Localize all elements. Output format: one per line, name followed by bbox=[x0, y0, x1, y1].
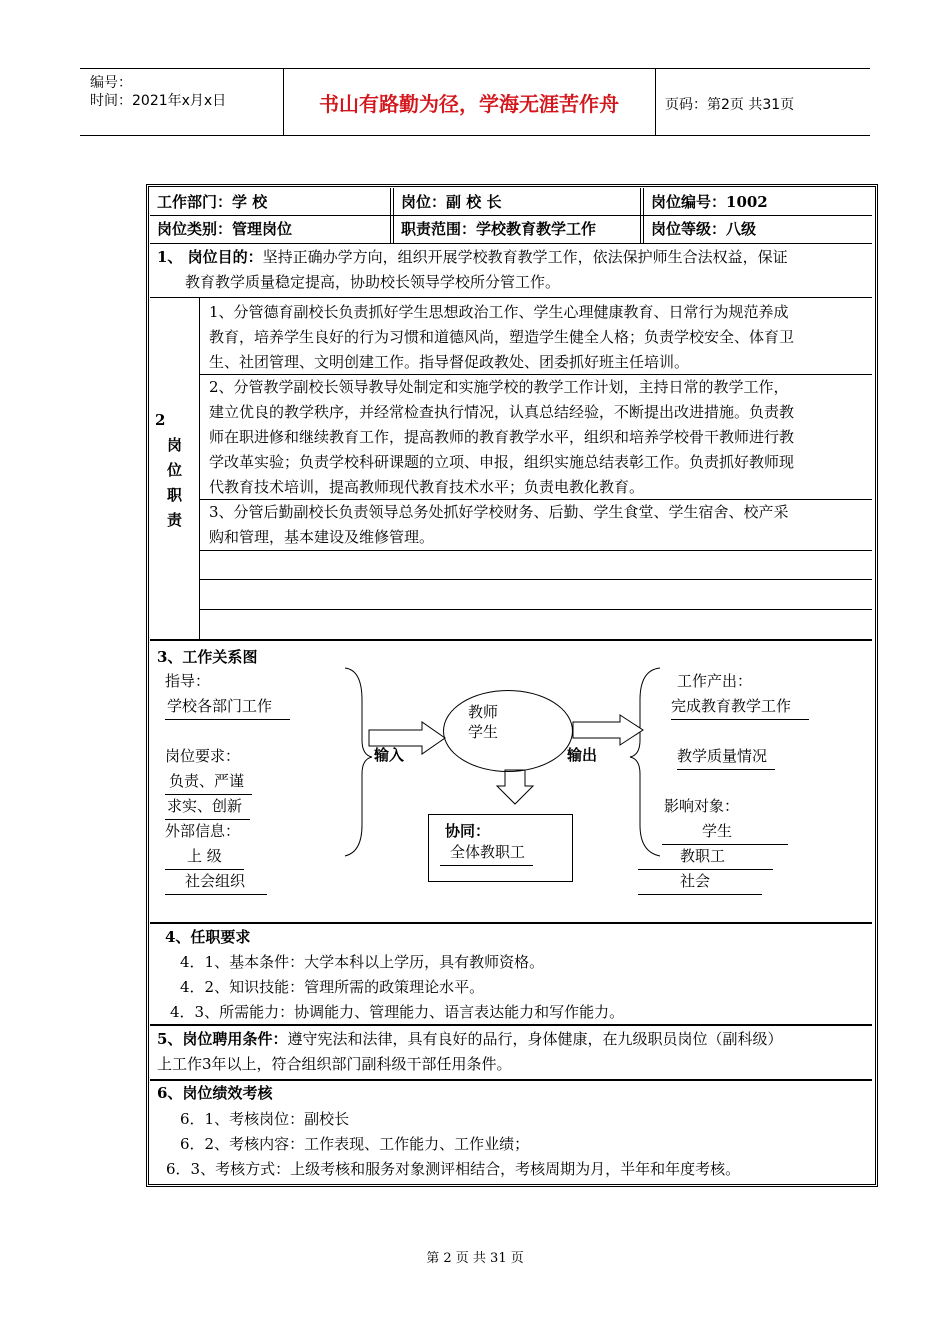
left-brace bbox=[345, 668, 372, 856]
empty-row-divider bbox=[200, 550, 872, 551]
center-ellipse bbox=[443, 690, 573, 772]
duty-2-line: 学改革实验；负责学校科研课题的立项、申报，组织实施总结表彰工作。负责抓好教师现 bbox=[209, 453, 795, 471]
header-motto: 书山有路勤为径，学海无涯苦作舟 bbox=[319, 91, 619, 116]
guide-value: 学校各部门工作 bbox=[165, 694, 290, 720]
hiring-text-2: 上工作3年以上，符合组织部门副科级干部任用条件。 bbox=[157, 1055, 512, 1073]
row-divider bbox=[150, 243, 872, 244]
output-product-value: 完成教育教学工作 bbox=[671, 694, 809, 720]
requirement-item: 4．2、知识技能：管理所需的政策理论水平。 bbox=[180, 978, 485, 996]
responsibility-scope: 职责范围：学校教育教学工作 bbox=[401, 220, 597, 238]
purpose-label: 1、 岗位目的： bbox=[157, 248, 263, 266]
assessment-title: 6、岗位绩效考核 bbox=[157, 1084, 273, 1102]
requirements-title: 4、任职要求 bbox=[165, 928, 251, 946]
duty-3-line: 购和管理，基本建设及维修管理。 bbox=[209, 528, 435, 546]
relations-title: 3、工作关系图 bbox=[157, 648, 258, 666]
empty-row-divider bbox=[200, 579, 872, 580]
output-label: 输出 bbox=[567, 746, 598, 764]
page-counter: 页码：第2页 共31页 bbox=[665, 97, 795, 113]
requirement-value: 求实、创新 bbox=[165, 794, 250, 820]
output-products-label: 工作产出： bbox=[677, 672, 753, 690]
section-divider bbox=[150, 922, 872, 924]
external-info-label: 外部信息： bbox=[165, 822, 241, 840]
page-footer: 第 2 页 共 31 页 bbox=[426, 1251, 524, 1266]
work-department: 工作部门：学 校 bbox=[157, 193, 268, 211]
duties-label-char: 责 bbox=[167, 511, 183, 529]
duties-label-char: 职 bbox=[167, 486, 183, 504]
position-category: 岗位类别：管理岗位 bbox=[157, 220, 293, 238]
position-code: 岗位编号：1002 bbox=[651, 193, 768, 211]
cooperation-value: 全体教职工 bbox=[440, 840, 533, 866]
requirement-item: 4．3、所需能力：协调能力、管理能力、语言表达能力和写作能力。 bbox=[170, 1003, 625, 1021]
duties-label-number: 2 bbox=[155, 411, 166, 429]
guide-label: 指导： bbox=[165, 672, 211, 690]
requirement-label: 岗位要求： bbox=[165, 747, 241, 765]
center-label: 学生 bbox=[468, 723, 499, 741]
center-label: 教师 bbox=[468, 703, 499, 721]
duty-2-line: 师在职进修和继续教育工作，提高教师的教育教学水平，组织和培养学校骨干教师进行教 bbox=[209, 428, 795, 446]
requirement-value: 负责、严谨 bbox=[165, 769, 252, 795]
header-divider bbox=[655, 68, 656, 136]
hiring-label: 5、岗位聘用条件： bbox=[157, 1030, 288, 1048]
duty-1-line: 生、社团管理、文明创建工作。指导督促政教处、团委抓好班主任培训。 bbox=[209, 353, 690, 371]
output-arrow-icon bbox=[573, 715, 643, 745]
doc-time-label: 时间：2021年x月x日 bbox=[90, 93, 227, 109]
output-product-value: 教学质量情况 bbox=[677, 744, 775, 770]
duty-2-line: 代教育技术培训，提高教师现代教育技术水平；负责电教化教育。 bbox=[209, 478, 645, 496]
doc-number-label: 编号： bbox=[90, 75, 132, 91]
down-arrow-icon bbox=[497, 770, 533, 804]
purpose-text-1: 坚持正确办学方向，组织开展学校教育教学工作，依法保护师生合法权益，保证 bbox=[262, 248, 788, 266]
right-brace bbox=[630, 668, 660, 856]
hiring-text-1: 遵守宪法和法律，具有良好的品行，身体健康，在九级职员岗位（副科级） bbox=[287, 1030, 783, 1048]
hiring-line-1 bbox=[157, 1027, 782, 1052]
empty-row-divider bbox=[200, 609, 872, 610]
duty-2-line: 建立优良的教学秩序，并经常检查执行情况，认真总结经验，不断提出改进措施。负责教 bbox=[209, 403, 795, 421]
duty-1-line: 教育，培养学生良好的行为习惯和道德风尚，塑造学生健全人格；负责学校安全、体育卫 bbox=[209, 328, 795, 346]
col-divider bbox=[393, 188, 394, 243]
section-divider bbox=[150, 639, 872, 641]
impact-label: 影响对象： bbox=[664, 797, 740, 815]
duty-1-line: 1、分管德育副校长负责抓好学生思想政治工作、学生心理健康教育、日常行为规范养成 bbox=[209, 303, 789, 321]
assessment-item: 6．2、考核内容：工作表现、工作能力、工作业绩； bbox=[180, 1135, 530, 1153]
external-info-value: 上 级 bbox=[165, 844, 244, 870]
duty-3-line: 3、分管后勤副校长负责领导总务处抓好学校财务、后勤、学生食堂、学生宿舍、校产采 bbox=[209, 503, 789, 521]
row-divider bbox=[150, 215, 872, 216]
external-info-value: 社会组织 bbox=[165, 869, 267, 895]
col-divider bbox=[640, 188, 641, 243]
duties-label-char: 位 bbox=[167, 461, 183, 479]
col-divider bbox=[643, 188, 644, 243]
cooperation-label: 协同： bbox=[445, 822, 491, 840]
impact-value: 社会 bbox=[638, 869, 762, 895]
position-grade: 岗位等级：八级 bbox=[651, 220, 757, 238]
impact-value: 学生 bbox=[662, 819, 788, 845]
duties-label-divider bbox=[199, 297, 200, 640]
purpose-text-2: 教育教学质量稳定提高，协助校长领导学校所分管工作。 bbox=[185, 273, 561, 291]
assessment-item: 6．3、考核方式：上级考核和服务对象测评相结合，考核周期为月，半年和年度考核。 bbox=[166, 1160, 741, 1178]
section-divider bbox=[150, 297, 872, 298]
col-divider bbox=[390, 188, 391, 243]
impact-value: 教职工 bbox=[638, 844, 773, 870]
requirement-item: 4．1、基本条件：大学本科以上学历，具有教师资格。 bbox=[180, 953, 545, 971]
assessment-item: 6．1、考核岗位：副校长 bbox=[180, 1110, 350, 1128]
duty-2-line: 2、分管教学副校长领导教导处制定和实施学校的教学工作计划，主持日常的教学工作， bbox=[209, 378, 789, 396]
purpose-line-1 bbox=[157, 245, 788, 270]
input-label: 输入 bbox=[374, 746, 405, 764]
duties-label-char: 岗 bbox=[167, 436, 183, 454]
section-divider bbox=[150, 1024, 872, 1026]
position-title: 岗位：副 校 长 bbox=[401, 193, 502, 211]
